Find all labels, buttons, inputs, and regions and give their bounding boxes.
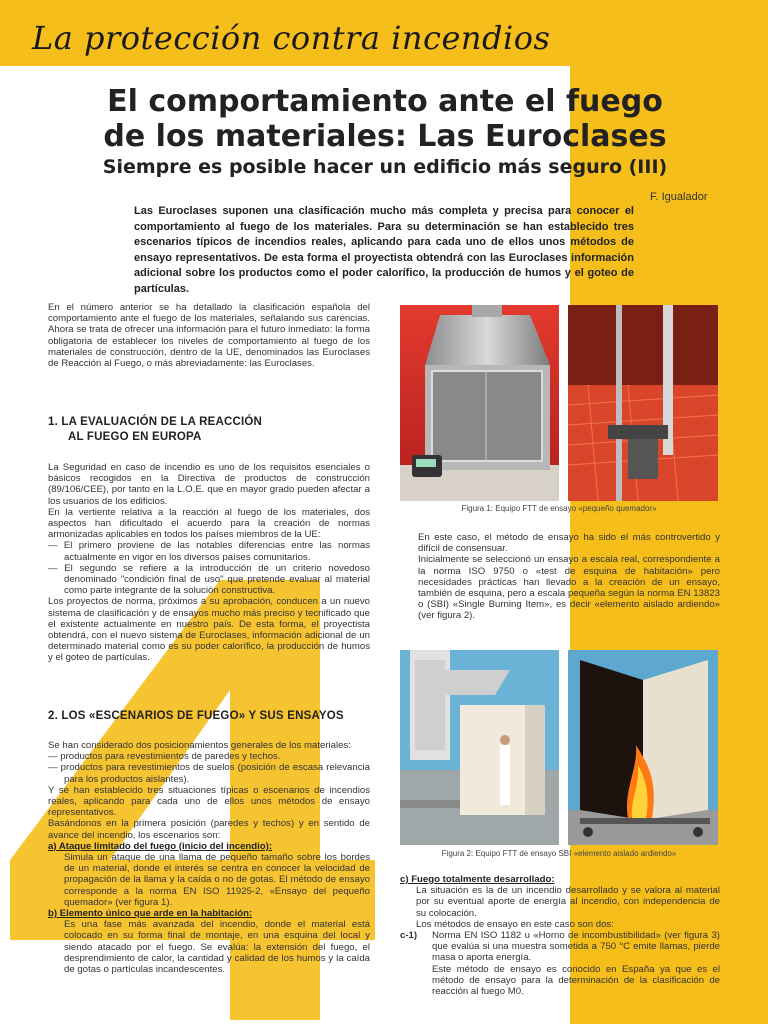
figure-1-caption: Figura 1: Equipo FTT de ensayo «pequeño quemador» bbox=[461, 504, 657, 513]
author-byline: F. Igualador bbox=[650, 191, 708, 203]
heading-section-2: 2. LOS «ESCENARIOS DE FUEGO» Y SUS ENSAYOS bbox=[48, 710, 344, 722]
figure-2-photo-burning-corner bbox=[568, 650, 718, 845]
method-c1-text-continued: Este método de ensayo es conocido en España ya que es el método de ensayo para la determinación de la clasificación de reacción al fuego M0. bbox=[432, 963, 720, 998]
figure-1-photo-burner-detail bbox=[568, 305, 718, 501]
article-subtitle: Siempre es posible hacer un edificio más seguro (III) bbox=[102, 156, 668, 178]
section-2-paragraph: Y se han establecido tres situaciones típicas o escenarios de incendios reales, aplicando para cada uno de ellos unos métodos de ensayo representativos. bbox=[48, 784, 370, 819]
figure-1-photo-burner-cabinet bbox=[400, 305, 559, 501]
figure-2-photo-sbi-rig bbox=[400, 650, 559, 845]
section-1-paragraph: En la vertiente relativa a la reacción al fuego de los materiales, dos aspectos han dificultado el acuerdo para la creación de normas armonizadas aplicables en todos los países miembros de la UE: bbox=[48, 506, 370, 541]
section-title: La protección contra incendios bbox=[32, 19, 551, 57]
title-line-1: El comportamiento ante el fuego bbox=[107, 84, 663, 119]
section-1-dash-item: — El segundo se refiere a la introducción de un criterio novedoso denominado "condición final de uso" que pretende evaluar al material como parte integrante de la solución constructiva. bbox=[48, 562, 370, 597]
scenario-a-label: a) Ataque limitado del fuego (inicio del incendio): bbox=[48, 840, 273, 852]
section-1-paragraph: Los proyectos de norma, próximos a su aprobación, conducen a un nuevo sistema de clasificación y de ensayos mucho más preciso y tecnificado que el existente actualmente en nuestro país. De esta forma, el proyectista obtendrá, con el nuevo sistema de Euroclases, información adicional de un determinado material como es su poder calorífico, la producción de humos y el goteo de partículas. bbox=[48, 596, 370, 664]
scenario-c-label: c) Fuego totalmente desarrollado: bbox=[400, 874, 555, 885]
scenario-b-label: b) Elemento único que arde en la habitación: bbox=[48, 908, 253, 920]
scenario-c-block bbox=[400, 874, 720, 997]
title-line-2: de los materiales: Las Euroclases bbox=[103, 119, 667, 154]
section-1-dash-item: — El primero proviene de las notables diferencias entre las normas actualmente en vigor en los diversos países comunitarios. bbox=[48, 540, 370, 563]
heading-section-1 bbox=[48, 416, 378, 443]
heading-section-1-line-1: 1. LA EVALUACIÓN DE LA REACCIÓN bbox=[48, 416, 263, 428]
scenario-c-text: La situación es la de un incendio desarrollado y se valora al material por su eventual aporte de energía al incendio, con independencia de su colocación. bbox=[416, 885, 720, 919]
figure-2-caption: Figura 2: Equipo FTT de ensayo SBI «elemento aislado ardiendo» bbox=[441, 849, 677, 858]
scenario-a-text: Simula un ataque de una llama de pequeño tamaño sobre los bordes de un material, donde el interés se centra en conocer la velocidad de propagación de la llama y la caída o no de gotas. El método de ensayo corresponde a la norma EN ISO 11925-2, «Ensayo del pequeño quemador» (ver figura 1). bbox=[64, 852, 370, 908]
section-2-dash-item: — productos para revestimientos de paredes y techos. bbox=[48, 751, 281, 763]
section-1-paragraph: La Seguridad en caso de incendio es uno de los requisitos esenciales o básicos recogidos en la Directiva de productos de construcción (89/106/CEE), por tanto en la L.O.E. que en mayor grado pueden afectar a los usuarios de los edificios. bbox=[48, 462, 370, 507]
scenario-b-text: Es una fase más avanzada del incendio, donde el material está colocado en su forma final de montaje, en una esquina del local y siendo atacado por el fuego. Se evalúa: la extensión del fuego, el desprendimiento de calor, la cantidad y calidad de los humos y la caída de gotas o partículas incandescentes. bbox=[64, 919, 370, 976]
method-c1 bbox=[400, 930, 720, 964]
section-2-paragraph: Se han considerado dos posicionamientos generales de los materiales: bbox=[48, 740, 351, 751]
lead-paragraph: Las Euroclases suponen una clasificación mucho más completa y precisa para conocer el comportamiento al fuego de los materiales. Para su determinación se han establecido tres escenarios típicos de incendios reales, aplicando para cada uno de ellos unos métodos de ensayo representativos. De esta forma el proyectista obtendrá con las Euroclases información adicional sobre los productos como el poder calorífico, la producción de humos y el goteo de partículas. bbox=[134, 205, 634, 295]
heading-section-1-line-2: AL FUEGO EN EUROPA bbox=[68, 431, 202, 443]
section-2-paragraph: Basándonos en la primera posición (paredes y techos) y en sentido de avance del incendio, los escenarios son: bbox=[48, 818, 370, 841]
right-paragraph: Inicialmente se seleccionó un ensayo a escala real, correspondiente a la norma ISO 9750 o «test de esquina de habitación» pero necesidades prácticas han llevado a la creación de un ensayo, también de esquina, pero a escala pequeña según la norma EN 13823 o (SBI) «Single Burning Item», es decir «elemento aislado ardiendo» (ver figura 2). bbox=[418, 554, 720, 622]
right-column-body bbox=[418, 532, 720, 622]
method-c1-label: c-1) bbox=[400, 930, 418, 942]
section-2-dash-item: — productos para revestimientos de suelos (posición de escasa relevancia para los productos aislantes). bbox=[48, 762, 370, 785]
scenario-c-methods-intro: Los métodos de ensayo en este caso son dos: bbox=[416, 918, 614, 930]
right-paragraph: En este caso, el método de ensayo ha sido el más controvertido y difícil de consensuar. bbox=[418, 532, 720, 555]
method-c1-text: Norma EN ISO 1182 u «Horno de incombustibilidad» (ver figura 3) que evalúa si una muestra sometida a 750 °C emite llamas, pierde masa o aporta energía. bbox=[432, 930, 720, 964]
section-2-body bbox=[48, 740, 370, 975]
intro-paragraph: En el número anterior se ha detallado la clasificación española del comportamiento ante el fuego de los materiales, señalando sus carencias. Ahora se trata de ofrecer una información para el futuro inmediato: la forma obligatoria de establecer los niveles de comportamiento al fuego de los materiales de construcción, dentro de la UE, denominados las Euroclases de Reacción al Fuego, o más abreviadamente: las Euroclases. bbox=[48, 302, 370, 370]
article-title bbox=[40, 84, 730, 154]
section-1-body bbox=[48, 462, 370, 664]
